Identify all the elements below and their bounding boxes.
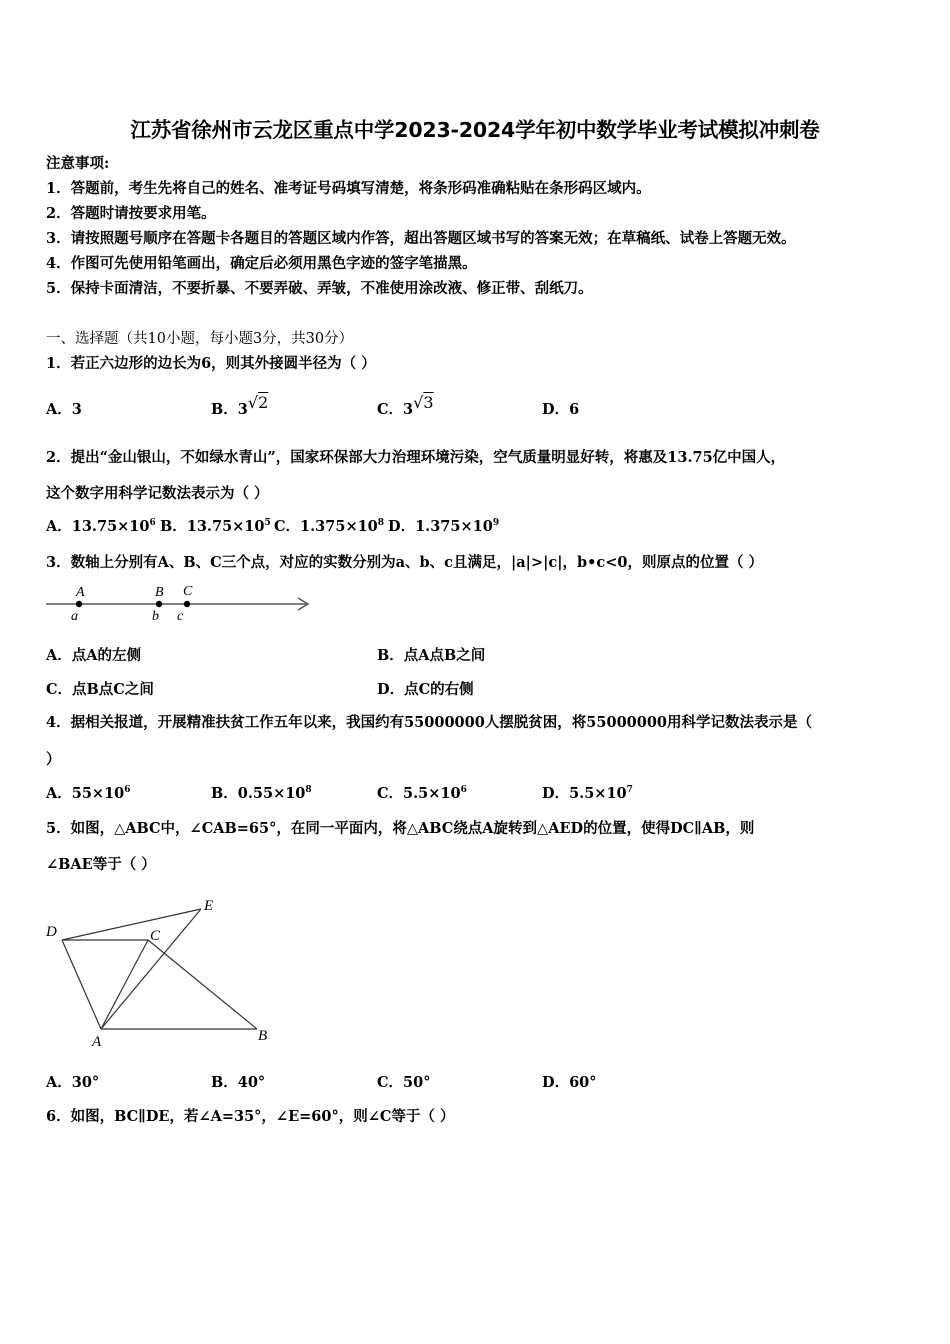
q4-option-b-exp: 8 [305,785,312,795]
q3-option-c: C．点B点C之间 [46,681,154,698]
label-E: E [204,898,214,914]
q2-option-c-exp: 8 [377,518,385,528]
q2-option-a-exp: 6 [149,518,156,528]
segment-AC [101,940,148,1029]
q2-option-b-exp: 5 [264,518,271,528]
q2-option-a-text: A．13.75×10 [46,518,150,535]
number-line-figure [44,580,314,628]
q4-option-a-exp: 6 [124,785,131,795]
section-heading: 一、选择题（共10小题，每小题3分，共30分） [46,331,354,347]
q4-option-c-text: C．5.5×10 [377,785,461,802]
q2-option-c-text: C．1.375×10 [274,518,378,535]
question-2-stem: 2．提出“金山银山，不如绿水青山”，国家环保部大力治理环境污染，空气质量明显好转，将惠及13.75亿中国人， [46,449,786,466]
q2-option-c [274,515,384,536]
label-B: B [258,1028,268,1044]
q5-option-d: D．60° [542,1074,597,1091]
question-1-stem: 1．若正六边形的边长为6，则其外接圆半径为（ ） [46,355,376,372]
point-c-dot [184,601,190,607]
notice-item: 1．答题前，考生先将自己的姓名、准考证号码填写清楚，将条形码准确粘贴在条形码区域内。 [46,180,651,197]
question-2-stem-cont: 这个数字用科学记数法表示为（ ） [46,485,269,502]
q2-option-d-text: D．1.375×10 [388,518,493,535]
q3-option-a: A．点A的左侧 [46,647,142,664]
label-C: C [150,928,161,944]
rotation-triangle-figure [40,890,280,1050]
point-b-dot [156,601,162,607]
q4-option-b-text: B．0.55×10 [211,785,306,802]
label-A: A [76,585,85,600]
segment-AE [101,909,201,1029]
label-A: A [92,1034,102,1050]
sqrt-symbol: √3 [413,393,434,412]
q1-option-d: D．6 [542,401,580,418]
page-title: 江苏省徐州市云龙区重点中学2023-2024学年初中数学毕业考试模拟冲刺卷 [130,118,820,142]
question-5-stem-cont: ∠BAE等于（ ） [46,856,156,873]
q1-option-b [211,393,269,419]
q1-option-c-text: C．3 [377,401,414,418]
q5-option-c: C．50° [377,1074,431,1091]
notice-heading: 注意事项: [46,155,110,172]
q4-option-c [377,782,467,803]
notice-item: 2．答题时请按要求用笔。 [46,205,216,222]
label-a: a [71,609,78,624]
label-c: c [177,609,184,624]
sqrt-symbol: √2 [247,393,269,412]
q1-option-a: A．3 [46,401,82,418]
notice-item: 5．保持卡面清洁，不要折暴、不要弄破、弄皱，不准使用涂改液、修正带、刮纸刀。 [46,280,593,297]
point-a-dot [76,601,82,607]
label-D: D [46,924,57,940]
question-4-stem-cont: ） [46,751,61,768]
q4-option-b [211,782,312,803]
q5-option-b: B．40° [211,1074,266,1091]
q2-option-a [46,515,156,536]
q5-option-a: A．30° [46,1074,100,1091]
label-C: C [183,584,193,599]
q4-option-a-text: A．55×10 [46,785,125,802]
label-b: b [152,609,159,624]
question-6-stem: 6．如图，BC∥DE，若∠A=35°，∠E=60°，则∠C等于（ ） [46,1108,455,1125]
segment-DE [62,909,201,940]
q1-option-c [377,393,434,419]
q4-option-d [542,782,633,803]
q2-option-d-exp: 9 [492,518,500,528]
q4-option-d-exp: 7 [626,785,633,795]
segment-CB [148,940,257,1029]
q4-option-a [46,782,131,803]
question-3-stem: 3．数轴上分别有A、B、C三个点，对应的实数分别为a、b、c且满足，|a|>|c|，b•c<0，则原点的位置（ ） [46,554,763,571]
q4-option-c-exp: 6 [460,785,467,795]
segment-DA [62,940,101,1029]
q3-option-b: B．点A点B之间 [377,647,486,664]
notice-item: 4．作图可先使用铅笔画出，确定后必须用黑色字迹的签字笔描黑。 [46,255,477,272]
q1-option-c-radicand: 3 [423,393,434,412]
label-B: B [155,585,164,600]
notice-item: 3．请按照题号顺序在答题卡各题目的答题区域内作答，超出答题区域书写的答案无效；在草稿纸、试卷上答题无效。 [46,230,796,247]
question-5-stem: 5．如图，△ABC中，∠CAB=65°，在同一平面内，将△ABC绕点A旋转到△AED的位置，使得DC∥AB，则 [46,820,755,837]
q2-option-b [160,515,271,536]
q3-option-d: D．点C的右侧 [377,681,474,698]
q1-option-b-radicand: 2 [258,393,269,412]
q2-option-d [388,515,499,536]
question-4-stem: 4．据相关报道，开展精准扶贫工作五年以来，我国约有55000000人摆脱贫困，将55000000用科学记数法表示是（ [46,714,813,731]
q2-option-b-text: B．13.75×10 [160,518,265,535]
q4-option-d-text: D．5.5×10 [542,785,627,802]
q1-option-b-text: B．3 [211,401,248,418]
